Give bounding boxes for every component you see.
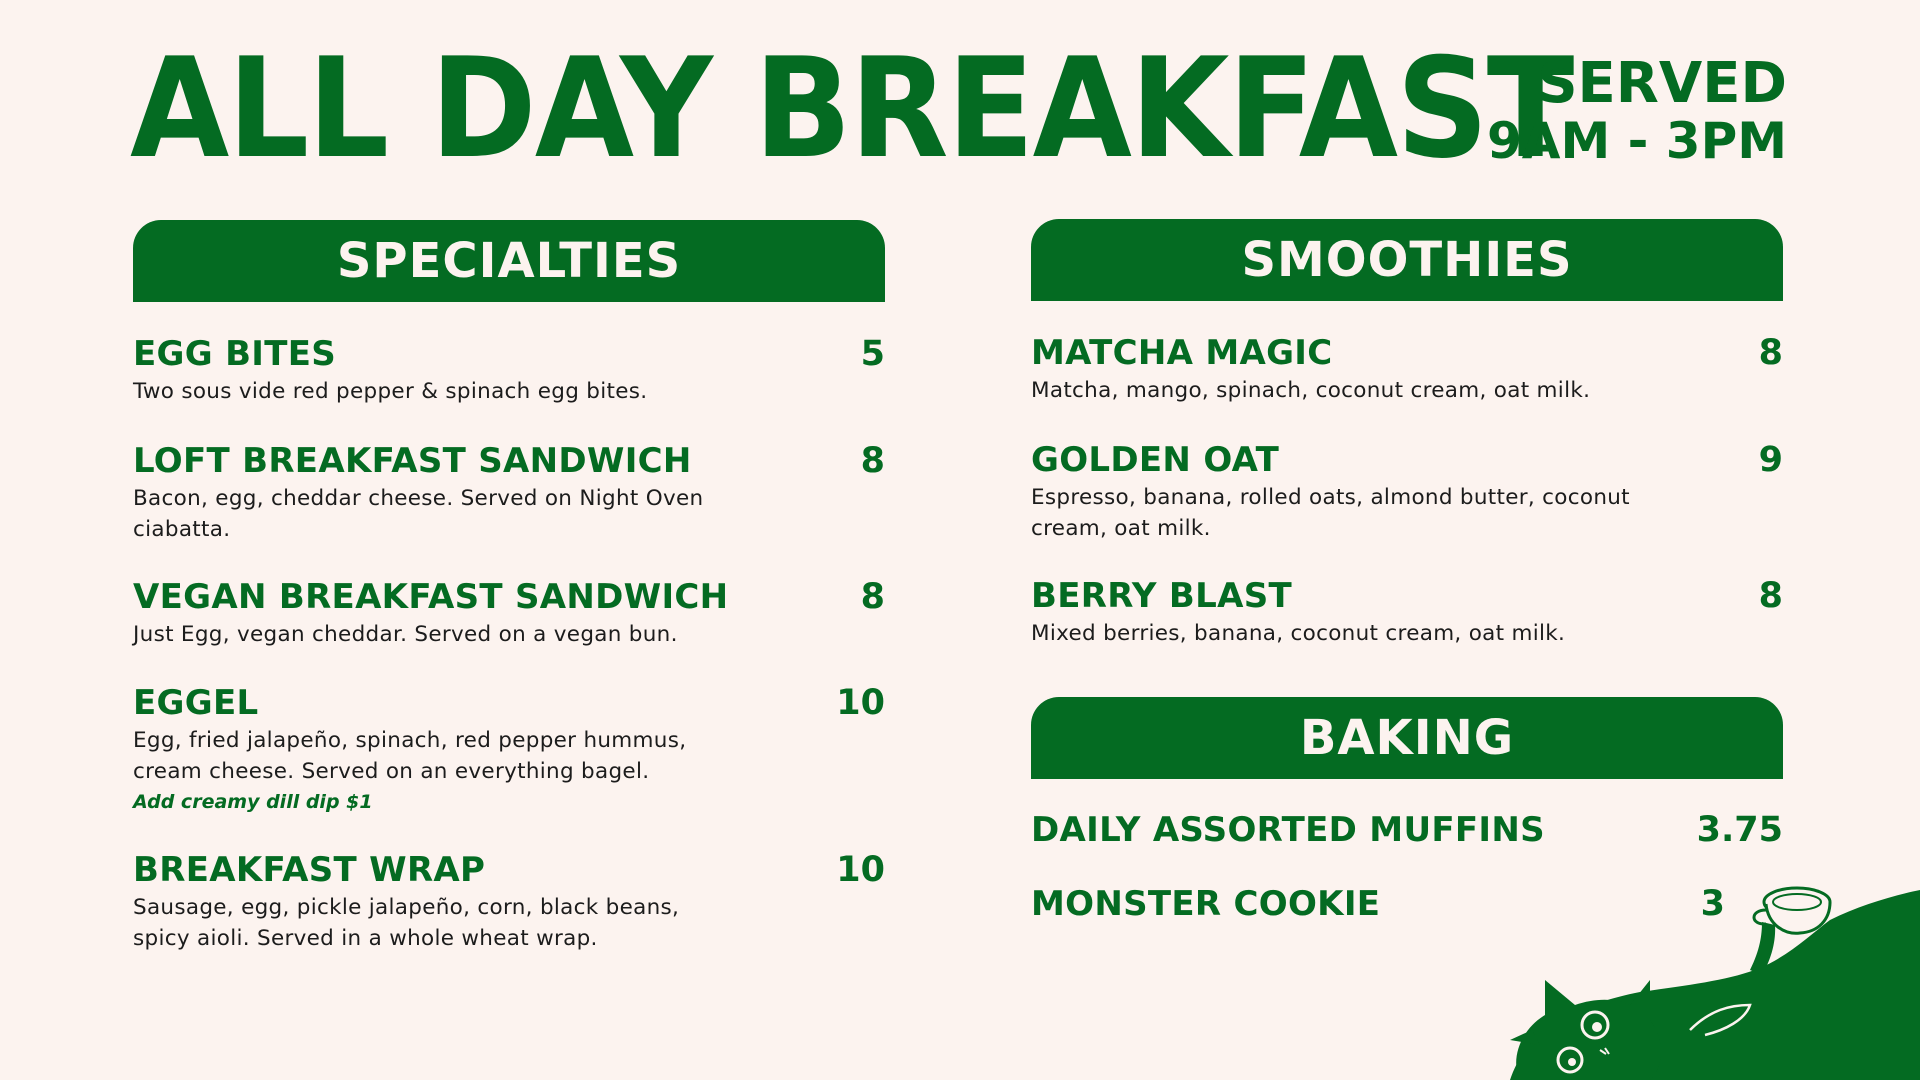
item-description: Espresso, banana, rolled oats, almond butter, coconut cream, oat milk. — [1031, 485, 1630, 541]
item-price: 3 — [1700, 884, 1725, 924]
specialties-section — [133, 220, 885, 954]
item-price: 8 — [1758, 576, 1783, 616]
menu-item-loft-breakfast-sandwich — [133, 441, 885, 545]
item-price: 5 — [860, 334, 885, 374]
item-price: 10 — [836, 850, 885, 890]
item-price: 9 — [1758, 440, 1783, 480]
item-description: Two sous vide red pepper & spinach egg bites. — [133, 379, 648, 404]
page-title: ALL DAY BREAKFAST — [130, 28, 1573, 189]
menu-item-egg-bites — [133, 334, 885, 407]
item-price: 8 — [860, 441, 885, 481]
item-price: 10 — [836, 683, 885, 723]
item-price: 3.75 — [1696, 810, 1783, 850]
item-add-on-note: Add creamy dill dip $1 — [133, 791, 373, 813]
menu-item-daily-assorted-muffins — [1031, 810, 1783, 850]
item-description: Mixed berries, banana, coconut cream, oat milk. — [1031, 621, 1566, 646]
item-name: BERRY BLAST — [1031, 576, 1292, 616]
item-name: VEGAN BREAKFAST SANDWICH — [133, 577, 729, 617]
menu-item-golden-oat — [1031, 440, 1783, 544]
baking-header: BAKING — [1031, 697, 1783, 779]
cat-illustration-icon — [1500, 880, 1920, 1080]
item-name: MONSTER COOKIE — [1031, 884, 1381, 924]
item-name: LOFT BREAKFAST SANDWICH — [133, 441, 692, 481]
smoothies-header: SMOOTHIES — [1031, 219, 1783, 301]
item-description: Sausage, egg, pickle jalapeño, corn, black beans, spicy aioli. Served in a whole wheat wrap. — [133, 895, 680, 951]
served-label: SERVED — [1537, 51, 1787, 116]
item-name: EGG BITES — [133, 334, 337, 374]
menu-item-vegan-breakfast-sandwich — [133, 577, 885, 650]
menu-item-breakfast-wrap — [133, 850, 885, 954]
item-description: Egg, fried jalapeño, spinach, red pepper hummus, cream cheese. Served on an everything bagel. — [133, 728, 687, 784]
item-price: 8 — [1758, 333, 1783, 373]
item-price: 8 — [860, 577, 885, 617]
item-name: MATCHA MAGIC — [1031, 333, 1333, 373]
item-name: GOLDEN OAT — [1031, 440, 1280, 480]
item-description: Bacon, egg, cheddar cheese. Served on Night Oven ciabatta. — [133, 486, 704, 542]
serving-hours — [1487, 51, 1787, 170]
item-name: BREAKFAST WRAP — [133, 850, 486, 890]
served-hours: 9AM - 3PM — [1487, 112, 1787, 170]
item-description: Just Egg, vegan cheddar. Served on a vegan bun. — [133, 622, 678, 647]
item-name: DAILY ASSORTED MUFFINS — [1031, 810, 1545, 850]
menu-item-matcha-magic — [1031, 333, 1783, 406]
specialties-header: SPECIALTIES — [133, 220, 885, 302]
right-column — [1031, 219, 1783, 924]
item-name: EGGEL — [133, 683, 259, 723]
menu-item-berry-blast — [1031, 576, 1783, 649]
menu-item-eggel — [133, 683, 885, 816]
item-description: Matcha, mango, spinach, coconut cream, oat milk. — [1031, 378, 1591, 403]
